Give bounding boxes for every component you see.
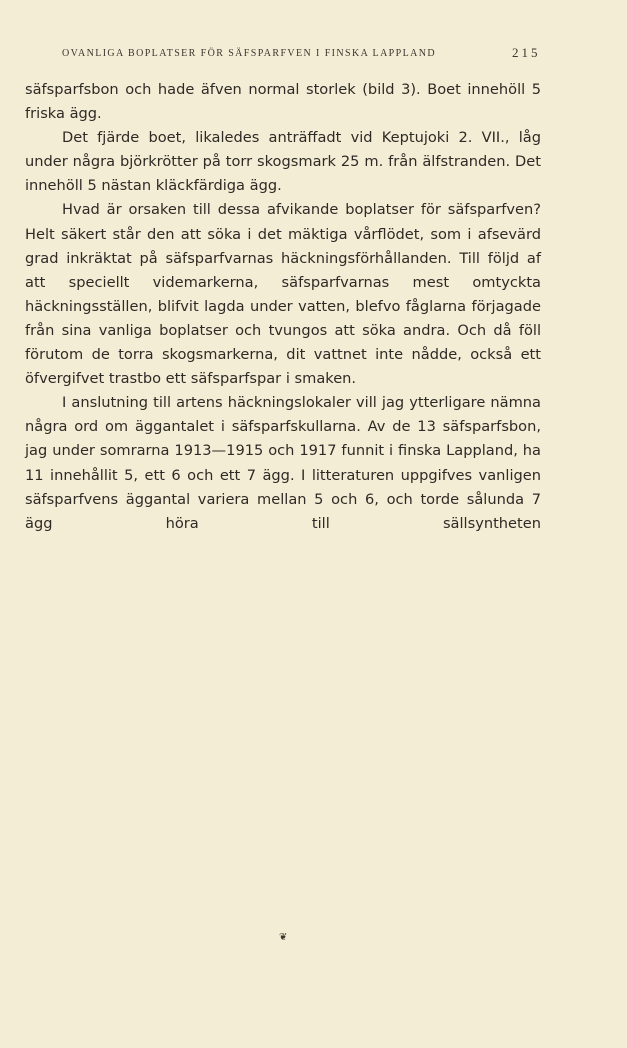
running-head: OVANLIGA BOPLATSER FÖR SÄFSPARFVEN I FINSKA LAPPLAND [62,48,436,59]
paragraph-4: I anslutning till artens häckningslokaler vill jag ytterligare nämna några ord om äggantalet i säfsparfskullarna. Av de 13 säfsparfsbon, jag under somrarna 1913—1915 och 1917 funnit i finska Lappland, ha 11 innehållit 5, ett 6 och ett 7 ägg. I litteraturen uppgifves vanligen säfsparfvens äggantal variera mellan 5 och 6, och torde sålunda 7 ägg höra till sällsyntheten [25,394,541,532]
ornament-icon: ❦ [279,932,288,943]
body-text [25,78,541,536]
paragraph-3: Hvad är orsaken till dessa afvikande boplatser för säfsparfven? Helt säkert står den att söka i det mäktiga vårflödet, som i afsevärd grad inkräktat på säfsparfvarnas häckningsförhållanden. Till följd af att speciellt videmarkerna, säfsparfvarnas mest omtyckta häckningsställen, blifvit lagda under vatten, blefvo fåglarna förjagade från sina vanliga boplatser och tvungos att söka andra. Och då föll förutom de torra skogsmarkerna, dit vattnet inte nådde, också ett öfvergifvet trastbo ett säfsparfspar i smaken. [25,201,541,388]
paragraph-1: säfsparfsbon och hade äfven normal storlek (bild 3). Boet innehöll 5 friska ägg. [25,81,541,123]
page-number: 215 [512,45,541,60]
paragraph-2: Det fjärde boet, likaledes anträffadt vid Keptujoki 2. VII., låg under några björkrötter på torr skogsmark 25 m. från älfstranden. Det innehöll 5 nästan kläckfärdiga ägg. [25,129,541,195]
